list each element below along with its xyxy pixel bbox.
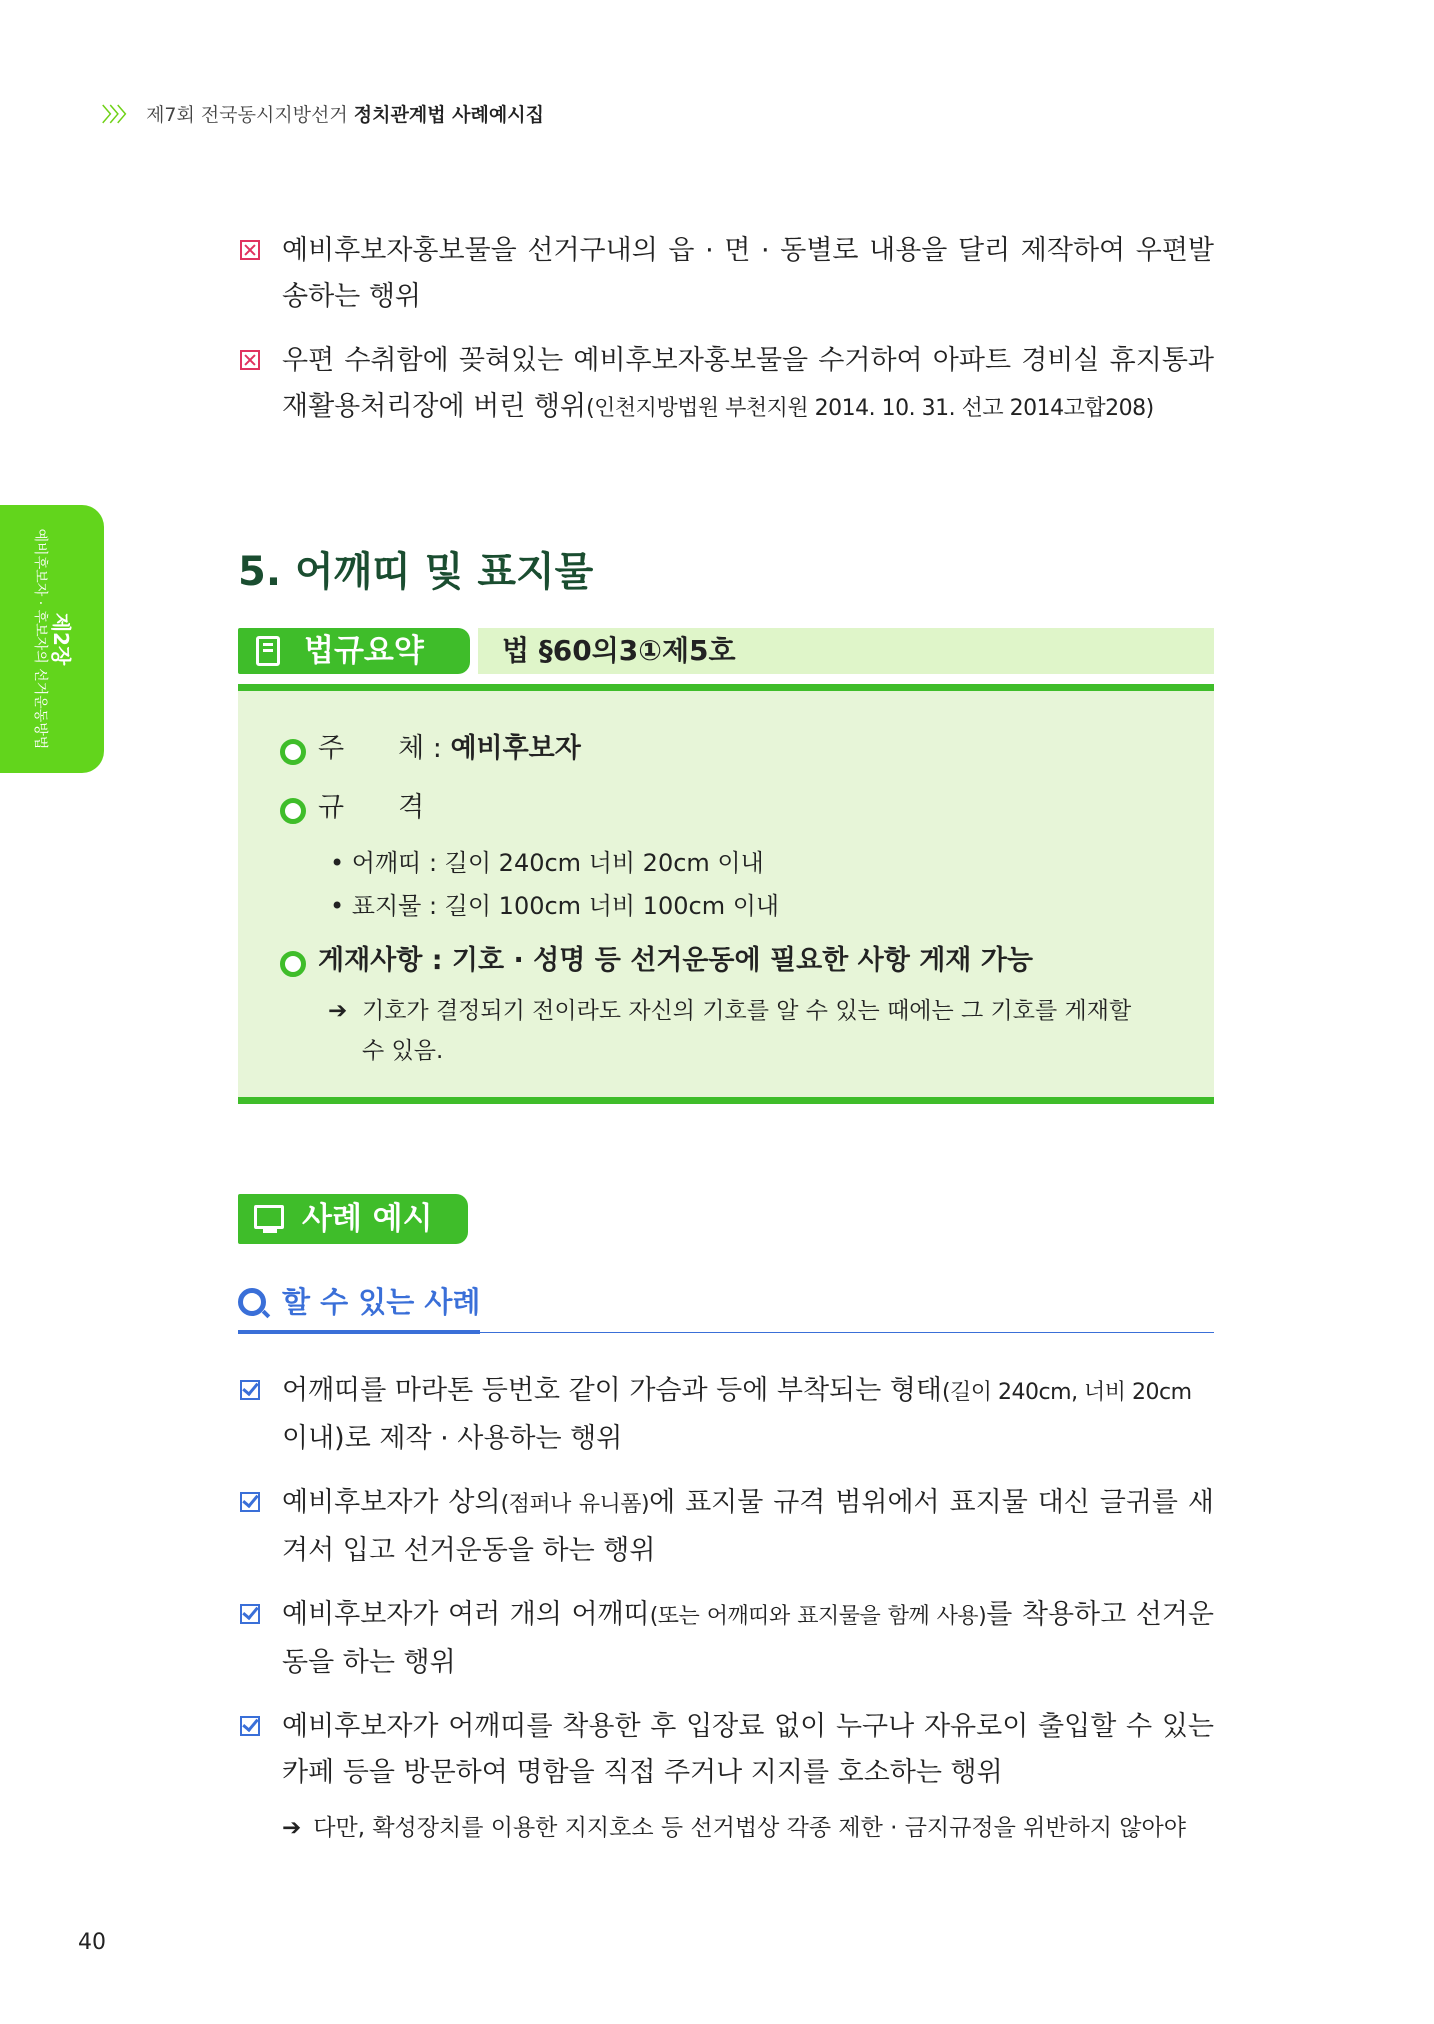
- prohibited-item: [240, 228, 1214, 320]
- subject-label: 주 체 :: [318, 733, 442, 764]
- ring-bullet-icon: [280, 739, 306, 765]
- item-small-text: (점퍼나 유니폼): [500, 1492, 650, 1517]
- spec-label: 규 격: [318, 792, 425, 823]
- final-note: [282, 1810, 1214, 1846]
- page-number: 40: [78, 1930, 106, 1955]
- check-box-icon: [240, 1604, 260, 1624]
- item-text: 예비후보자가 어깨띠를 착용한 후 입장료 없이 누구나 자유로이 출입할 수 있는 카페 등을 방문하여 명함을 직접 주거나 지지를 호소하는 행위: [282, 1711, 1214, 1788]
- spec-item: • 표지물 : 길이 100cm 너비 100cm 이내: [330, 892, 780, 920]
- examples-badge: [238, 1194, 468, 1244]
- item-text: 어깨띠를 마라톤 등번호 같이 가슴과 등에 부착되는 형태: [282, 1375, 942, 1406]
- section-title: 5. 어깨띠 및 표지물: [238, 549, 594, 595]
- running-header: [102, 100, 544, 127]
- x-box-icon: [240, 240, 260, 260]
- final-note-text: 다만, 확성장치를 이용한 지지호소 등 선거법상 각종 제한 · 금지규정을 위반하지 않아야: [313, 1815, 1186, 1841]
- item-text: 예비후보자홍보물을 선거구내의 읍 · 면 · 동별로 내용을 달리 제작하여 우편발송하는 행위: [282, 235, 1214, 312]
- content-note-text: 기호가 결정되기 전이라도 자신의 기호를 알 수 있는 때에는 그 기호를 게재할 수 있음.: [362, 998, 1132, 1064]
- allowed-cases-heading: [238, 1282, 1214, 1336]
- law-reference: 법 §60의3①제5호: [478, 628, 1214, 674]
- allowed-item: [240, 1592, 1214, 1686]
- ring-bullet-icon: [280, 951, 306, 977]
- heading-underline: [238, 1330, 480, 1334]
- document-icon: [256, 636, 280, 666]
- allowed-cases-label: 할 수 있는 사례: [282, 1285, 481, 1319]
- check-box-icon: [240, 1492, 260, 1512]
- item-second-line: 이내)로 제작 · 사용하는 행위: [282, 1423, 623, 1454]
- arrow-icon: ➔: [282, 1815, 302, 1841]
- item-citation: (인천지방법원 부천지원 2014. 10. 31. 선고 2014고합208): [586, 396, 1154, 421]
- subject-value: 예비후보자: [450, 733, 581, 764]
- item-tail-text: 에 표지물 규격 범위에서 표지물 대신 글귀를 새겨서 입고 선거운동을 하는 행위: [282, 1487, 1214, 1566]
- chapter-title: 예비후보자 · 후보자의 선거운동방법: [32, 528, 48, 750]
- allowed-item: [240, 1704, 1214, 1796]
- allowed-item: [240, 1480, 1214, 1574]
- prohibited-item: [240, 338, 1214, 432]
- arrow-icon: ➔: [328, 998, 348, 1024]
- item-text: 예비후보자가 상의: [282, 1487, 501, 1518]
- magnifier-icon: [238, 1288, 266, 1316]
- chevron-icon: 〉〉〉: [102, 104, 135, 126]
- item-tail-text: 를 착용하고 선거운동을 하는 행위: [282, 1599, 1214, 1678]
- spec-item: • 어깨띠 : 길이 240cm 너비 20cm 이내: [330, 849, 764, 877]
- header-prefix: 제7회 전국동시지방선거: [146, 104, 348, 126]
- law-summary-header: [238, 628, 1214, 674]
- check-box-icon: [240, 1380, 260, 1400]
- item-small-text: (또는 어깨띠와 표지물을 함께 사용): [649, 1604, 987, 1629]
- heading-rule: [480, 1332, 1214, 1333]
- ring-bullet-icon: [280, 798, 306, 824]
- x-box-icon: [240, 350, 260, 370]
- header-title: 정치관계법 사례예시집: [353, 104, 544, 126]
- item-small-text: (길이 240cm, 너비 20cm: [941, 1380, 1192, 1405]
- check-box-icon: [240, 1716, 260, 1736]
- examples-label: 사례 예시: [302, 1201, 433, 1237]
- law-summary-badge: [238, 628, 470, 674]
- monitor-icon: [254, 1205, 284, 1229]
- law-summary-label: 법규요약: [304, 633, 424, 669]
- content-label: 게재사항 : 기호 · 성명 등 선거운동에 필요한 사항 게재 가능: [318, 945, 1033, 976]
- subject-row: [318, 729, 581, 769]
- content-note: [328, 991, 1158, 1071]
- item-text: 예비후보자가 여러 개의 어깨띠: [282, 1599, 650, 1630]
- item-text: 우편 수취함에 꽂혀있는 예비후보자홍보물을 수거하여 아파트 경비실 휴지통과 재활용처리장에 버린 행위: [282, 345, 1214, 422]
- chapter-side-tab: [0, 505, 104, 773]
- allowed-item: [240, 1368, 1214, 1462]
- chapter-number: 제2장: [49, 612, 73, 666]
- law-summary-box: [238, 684, 1214, 1104]
